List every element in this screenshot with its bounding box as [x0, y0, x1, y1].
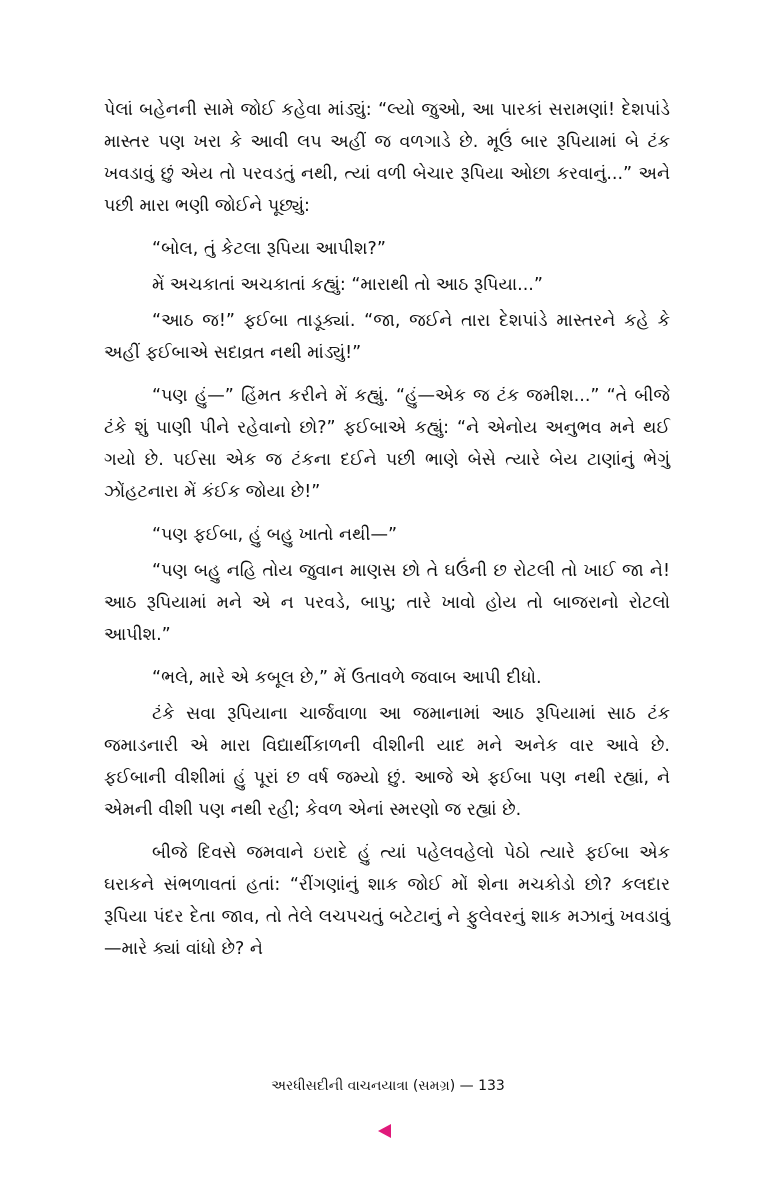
paragraph-1: પેલાં બહેનની સામે જોઈ કહેવા માંડ્યું: “લ્યો જુઓ, આ પારકાં સરામણાં! દેશપાંડે માસ્તર પણ ખરા કે આવી લપ અહીં જ વળગાડે છે. મૂઉં બાર રૂપિયામાં બે ટંક ખવડાવું છું એય તો પરવડતું નથી, ત્યાં વળી બેચાર રૂપિયા ઓછા કરવાનું...” અને પછી મારા ભણી જોઈને પૂછ્યું: [104, 100, 670, 216]
paragraph-9: ટંકે સવા રૂપિયાના ચાર્જવાળા આ જમાનામાં આઠ રૂપિયામાં સાઠ ટંક જમાડનારી એ મારા વિદ્યાર્થીકાળની વીશીની યાદ મને અનેક વાર આવે છે. ફઈબાની વીશીમાં હું પૂરાં છ વર્ષ જમ્યો છું. આજે એ ફઈબા પણ નથી રહ્યાં, ને એમની વીશી પણ નથી રહી; કેવળ એનાં સ્મરણો જ રહ્યાં છે. [104, 704, 670, 820]
paragraph-4: “આઠ જ!” ફઈબા તાડૂક્યાં. “જા, જઈને તારા દેશપાંડે માસ્તરને કહે કે અહીં ફઈબાએ સદાવ્રત નથી માંડ્યું!” [104, 311, 670, 363]
page-footer: અરધીસદીની વાચનયાત્રા (સમગ્ર) — 133 [271, 1078, 505, 1094]
paragraph-6: “પણ ફઈબા, હું બહુ ખાતો નથી—” [152, 525, 398, 545]
paragraph-5: “પણ હું—” હિંમત કરીને મેં કહ્યું. “હું—એક જ ટંક જમીશ...” “તે બીજે ટંકે શું પાણી પીને રહેવાનો છો?” ફઈબાએ કહ્યું: “ને એનોય અનુભવ મને થઈ ગયો છે. પઈસા એક જ ટંકના દઈને પછી ભાણે બેસે ત્યારે બેય ટાણાંનું ભેગું ઝોંહટનારા મેં કંઈક જોયા છે!” [104, 386, 670, 502]
paragraph-3: મેં અચકાતાં અચકાતાં કહ્યું: “મારાથી તો આઠ રૂપિયા...” [152, 275, 543, 295]
paragraph-2: “બોલ, તું કેટલા રૂપિયા આપીશ?” [152, 239, 386, 259]
paragraph-10: બીજે દિવસે જમવાને ઇરાદે હું ત્યાં પહેલવહેલો પેઠો ત્યારે ફઈબા એક ઘરાકને સંભળાવતાં હતાં: “રીંગણાંનું શાક જોઈ મોં શેના મચકોડો છો? કલદાર રૂપિયા પંદર દેતા જાવ, તો તેલે લચપચતું બટેટાનું ને ફુલેવરનું શાક મઝાનું ખવડાવું—મારે ક્યાં વાંધો છે? ને [104, 843, 670, 959]
paragraph-8: “ભલે, મારે એ કબૂલ છે,” મેં ઉતાવળે જવાબ આપી દીધો. [152, 668, 542, 688]
paragraph-7: “પણ બહુ નહિ તોય જુવાન માણસ છો તે ઘઉંની છ રોટલી તો ખાઈ જા ને! આઠ રૂપિયામાં મને એ ન પરવડે, બાપુ; તારે ખાવો હોય તો બાજરાનો રોટલો આપીશ.” [104, 561, 670, 645]
page-body [104, 94, 670, 976]
previous-page-arrow-icon[interactable] [378, 1124, 391, 1138]
